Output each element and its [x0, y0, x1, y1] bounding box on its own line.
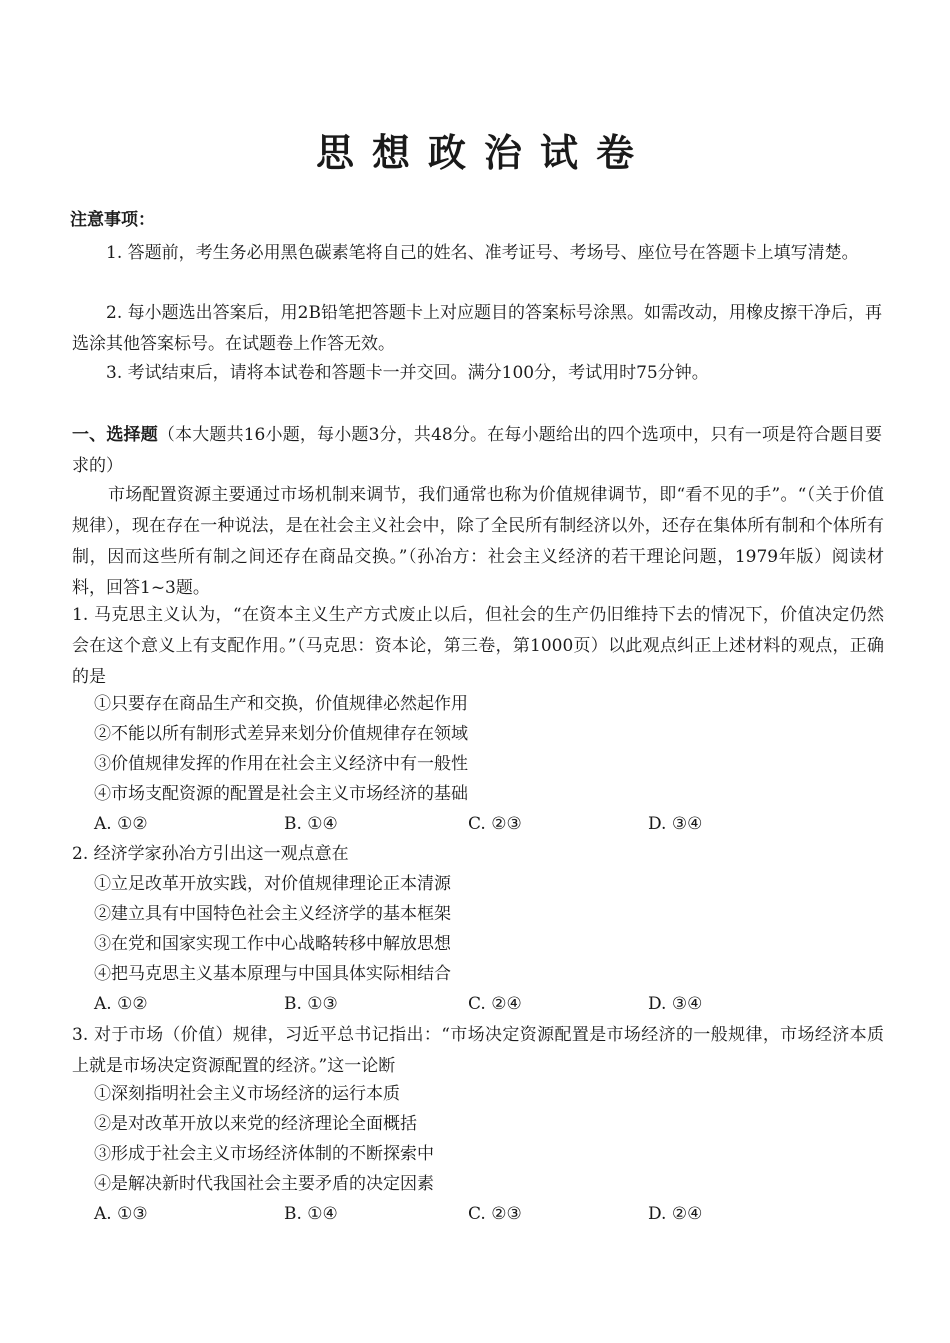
question-3-option-1: ①深刻指明社会主义市场经济的运行本质	[94, 1084, 400, 1104]
exam-title: 思想政治试卷	[315, 130, 652, 175]
question-3-option-2: ②是对改革开放以来党的经济理论全面概括	[94, 1114, 417, 1134]
reading-material	[72, 480, 884, 604]
question-1-choice-d[interactable]: D. ③④	[648, 814, 703, 834]
question-2-choice-a[interactable]: A. ①②	[94, 994, 148, 1014]
section-heading-block	[72, 420, 882, 482]
section-heading: 一、选择题	[72, 425, 158, 445]
question-2-option-4: ④把马克思主义基本原理与中国具体实际相结合	[94, 964, 451, 984]
question-1-option-4: ④市场支配资源的配置是社会主义市场经济的基础	[94, 784, 468, 804]
notice-item-3: 3. 考试结束后，请将本试卷和答题卡一并交回。满分100分，考试用时75分钟。	[106, 363, 709, 383]
notice-item-1: 1. 答题前，考生务必用黑色碳素笔将自己的姓名、准考证号、考场号、座位号在答题卡上填写清楚。	[106, 243, 859, 263]
question-1-option-2: ②不能以所有制形式差异来划分价值规律存在领域	[94, 724, 468, 744]
question-2-choice-d[interactable]: D. ③④	[648, 994, 703, 1014]
question-1-stem: 1. 马克思主义认为，“在资本主义生产方式废止以后，但社会的生产仍旧维持下去的情况下，价值决定仍然会在这个意义上有支配作用。”（马克思：资本论，第三卷，第1000页）以此观点纠正上述材料的观点，正确的是	[72, 605, 884, 687]
question-3-stem: 3. 对于市场（价值）规律，习近平总书记指出：“市场决定资源配置是市场经济的一般规律，市场经济本质上就是市场决定资源配置的经济。”这一论断	[72, 1025, 884, 1076]
question-3-option-4: ④是解决新时代我国社会主要矛盾的决定因素	[94, 1174, 434, 1194]
question-3-choice-b[interactable]: B. ①④	[284, 1204, 338, 1224]
question-3-choice-a[interactable]: A. ①③	[94, 1204, 148, 1224]
question-1-option-1: ①只要存在商品生产和交换，价值规律必然起作用	[94, 694, 468, 714]
question-3-choice-c[interactable]: C. ②③	[468, 1204, 522, 1224]
question-1-option-3: ③价值规律发挥的作用在社会主义经济中有一般性	[94, 754, 468, 774]
question-1-choice-c[interactable]: C. ②③	[468, 814, 522, 834]
question-1-choice-a[interactable]: A. ①②	[94, 814, 148, 834]
notice-item-2: 2. 每小题选出答案后，用2B铅笔把答题卡上对应题目的答案标号涂黑。如需改动，用橡皮擦干净后，再选涂其他答案标号。在试题卷上作答无效。	[72, 303, 882, 354]
question-2-stem: 2. 经济学家孙冶方引出这一观点意在	[72, 844, 349, 864]
question-2-choice-b[interactable]: B. ①③	[284, 994, 338, 1014]
question-3-option-3: ③形成于社会主义市场经济体制的不断探索中	[94, 1144, 434, 1164]
question-2-option-1: ①立足改革开放实践，对价值规律理论正本清源	[94, 874, 451, 894]
question-3-choice-d[interactable]: D. ②④	[648, 1204, 703, 1224]
material-text: 市场配置资源主要通过市场机制来调节，我们通常也称为价值规律调节，即“看不见的手”。“（关于价值规律），现在存在一种说法，是在社会主义社会中，除了全民所有制经济以外，还存在集体所有制和个体所有制，因而这些所有制之间还存在商品交换。”（孙冶方：社会主义经济的若干理论问题，1979年版）阅读材料，回答1~3题。	[72, 485, 884, 598]
section-description: （本大题共16小题，每小题3分，共48分。在每小题给出的四个选项中，只有一项是符合题目要求的）	[72, 425, 883, 476]
question-2-choice-c[interactable]: C. ②④	[468, 994, 522, 1014]
question-2-option-2: ②建立具有中国特色社会主义经济学的基本框架	[94, 904, 451, 924]
notice-heading: 注意事项：	[70, 210, 155, 230]
question-2-option-3: ③在党和国家实现工作中心战略转移中解放思想	[94, 934, 451, 954]
question-1-choice-b[interactable]: B. ①④	[284, 814, 338, 834]
